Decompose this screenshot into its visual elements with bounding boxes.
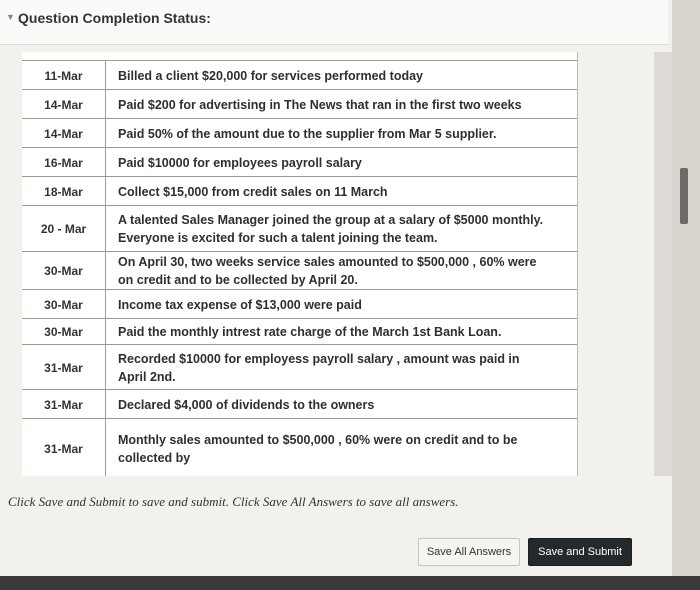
row-description [118,345,569,390]
table-row [22,318,577,345]
table-row [22,147,577,177]
row-description-line: On April 30, two weeks service sales amounted to $500,000 , 60% were [118,255,537,269]
table-row [22,205,577,252]
row-description [118,319,569,345]
row-date: 30-Mar [22,252,106,290]
row-description-line: Paid $200 for advertising in The News that ran in the first two weeks [118,97,522,112]
table-row [22,389,577,419]
row-description-line: on credit and to be collected by April 20. [118,273,358,287]
instructions-text: Click Save and Submit to save and submit. Click Save All Answers to save all answers. [8,494,459,509]
row-description-line: Recorded $10000 for employess payroll salary , amount was paid in [118,351,520,366]
row-date: 30-Mar [22,290,106,319]
table-row [22,418,577,476]
row-date: 14-Mar [22,119,106,148]
row-description-line: A talented Sales Manager joined the group at a salary of $5000 monthly. [118,213,544,227]
question-completion-status-bar[interactable] [0,0,668,45]
row-description [118,419,569,476]
table-row [22,251,577,290]
row-date: 31-Mar [22,390,106,419]
row-date: 11-Mar [22,61,106,90]
row-description [118,290,569,319]
row-description-line: Billed a client $20,000 for services performed today [118,68,423,83]
bottom-edge [0,576,700,590]
table-row [22,118,577,148]
row-description-line: collected by [118,451,191,465]
row-description [118,177,569,206]
row-date: 30-Mar [22,319,106,345]
table-row [22,89,577,119]
row-description-line: Everyone is excited for such a talent joining the team. [118,231,438,245]
row-description [118,90,569,119]
row-description-line: Paid the monthly intrest rate charge of the March 1st Bank Loan. [118,325,502,339]
scrollbar-thumb[interactable] [680,168,688,224]
row-date: 31-Mar [22,419,106,476]
scrollbar-track[interactable] [654,52,672,476]
row-description-line: Paid $10000 for employees payroll salary [118,155,362,170]
row-date: 18-Mar [22,177,106,206]
row-description [118,206,569,252]
row-date: 14-Mar [22,90,106,119]
row-description-line: Monthly sales amounted to $500,000 , 60% were on credit and to be [118,433,518,447]
save-and-submit-button[interactable]: Save and Submit [528,538,632,566]
row-description-line: Collect $15,000 from credit sales on 11 March [118,184,388,199]
save-all-answers-button[interactable]: Save All Answers [418,538,520,566]
row-description-line: April 2nd. [118,369,176,384]
row-date: 20 - Mar [22,206,106,252]
row-description-line: Income tax expense of $13,000 were paid [118,297,362,312]
status-label: Question Completion Status: [18,10,211,26]
transactions-table [22,52,578,476]
row-description [118,119,569,148]
row-description [118,252,569,290]
row-date: 16-Mar [22,148,106,177]
collapse-arrow-icon[interactable]: ▼ [6,12,15,22]
table-row [22,176,577,206]
row-description-line: Paid 50% of the amount due to the supplier from Mar 5 supplier. [118,126,497,141]
row-date: 31-Mar [22,345,106,390]
table-row [22,344,577,390]
table-row [22,289,577,319]
table-row [22,60,577,90]
row-description [118,390,569,419]
row-description-line: Declared $4,000 of dividends to the owners [118,397,375,412]
row-description [118,61,569,90]
row-description [118,148,569,177]
